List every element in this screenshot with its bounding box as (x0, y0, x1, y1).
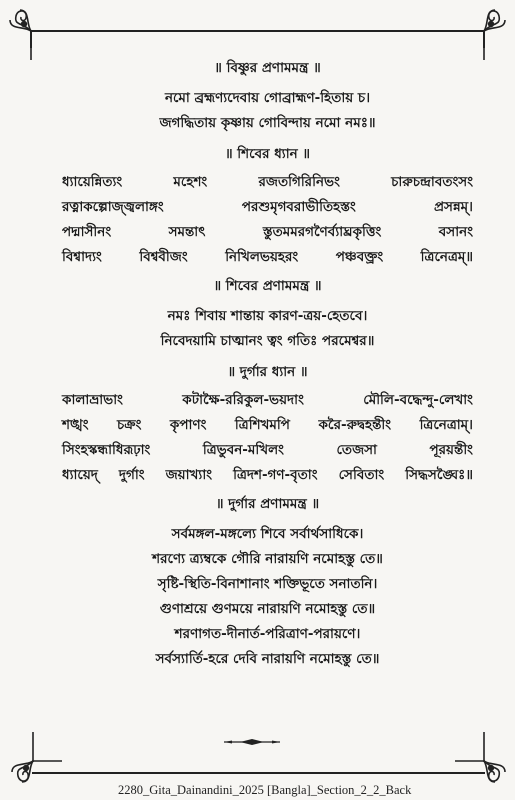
verse-line: সৃষ্টি-স্থিতি-বিনাশানাং শক্তিভূতে সনাতনি। (157, 576, 378, 592)
verse-line: শরণ্যে ত্র্যম্বকে গৌরি নারায়ণি নমোহস্তু তে॥ (152, 551, 383, 567)
corner-ornament-icon (453, 730, 511, 788)
corner-ornament-icon (6, 730, 64, 788)
section-heading: ॥ দুর্গার প্রণামমন্ত্র ॥ (215, 496, 320, 512)
verse-line: শঙ্খং চক্রং কৃপাণং ত্রিশিখমপি করৈ-রুদ্বহন্তীং ত্রিনেত্রাম্। (62, 417, 473, 433)
verse-line: সিংহস্কন্ধাধিরূঢ়াং ত্রিভুবন-মখিলং তেজসা পূরয়ন্তীং (62, 442, 473, 458)
shiva-pranam-section (70, 276, 465, 354)
vishnu-pranam-section (70, 58, 465, 136)
section-heading: ॥ বিষ্ণুর প্রণামমন্ত্র ॥ (214, 60, 321, 76)
section-heading: ॥ শিবের ধ্যান ॥ (224, 146, 311, 162)
verse-line: কালাভ্রাভাং কটাক্ষৈ-ররিকুল-ভয়দাং মৌলি-বদ্ধেন্দু-লেখাং (62, 392, 473, 408)
verse-line: সর্বস্যার্তি-হরে দেবি নারায়ণি নমোহস্তু তে॥ (155, 651, 380, 667)
corner-ornament-icon (453, 4, 511, 62)
mantra-content (62, 58, 473, 672)
verse-line: বিশ্বাদ্যং বিশ্ববীজং নিখিলভয়হরং পঞ্চবক্ত্রং ত্রিনেত্রম্॥ (62, 249, 473, 265)
verse-line: জগদ্ধিতায় কৃষ্ণায় গোবিন্দায় নমো নমঃ॥ (159, 115, 376, 131)
frame-bottom-border (32, 772, 485, 774)
verse-line: শরণাগত-দীনার্ত-পরিত্রাণ-পরায়ণে। (174, 626, 361, 642)
verse-line: নিবেদয়ামি চাত্মানং ত্বং গতিঃ পরমেশ্বর॥ (160, 333, 375, 349)
shiva-dhyan-section (62, 144, 473, 270)
frame-top-border (30, 30, 485, 32)
verse-line: রত্নাকল্পোজ্জ্বলাঙ্গং পরশুমৃগবরাভীতিহস্তং প্রসন্নম্। (62, 199, 473, 215)
verse-line: গুণাশ্রয়ে গুণময়ে নারায়ণি নমোহস্তু তে॥ (159, 601, 376, 617)
section-heading: ॥ দুর্গার ধ্যান ॥ (227, 364, 308, 380)
verse-line: সর্বমঙ্গল-মঙ্গল্যে শিবে সর্বার্থসাধিকে। (171, 526, 364, 542)
durga-dhyan-section (62, 362, 473, 488)
verse-line: ধ্যায়েন্নিত্যং মহেশং রজতগিরিনিভং চারুচন্দ্রাবতংসং (62, 174, 473, 190)
verse-line: নমঃ শিবায় শান্তায় কারণ-ত্রয়-হেতবে। (167, 308, 368, 324)
durga-pranam-section (70, 494, 465, 672)
verse-line: নমো ব্রহ্মণ্যদেবায় গোব্রাহ্মণ-হিতায় চ। (164, 90, 371, 106)
page-caption: 2280_Gita_Dainandini_2025 [Bangla]_Section_2_2_Back (118, 783, 412, 797)
verse-line: ধ্যায়েদ্ দুর্গাং জয়াখ্যাং ত্রিদশ-গণ-বৃতাং সেবিতাং সিদ্ধসঙ্ঘৈঃ॥ (62, 467, 473, 483)
section-heading: ॥ শিবের প্রণামমন্ত্র ॥ (213, 278, 322, 294)
corner-ornament-icon (4, 4, 62, 62)
verse-line: পদ্মাসীনং সমন্তাৎ স্তুতমমরগণৈর্ব্যাঘ্রকৃত্তিং বসানং (62, 224, 473, 240)
divider-ornament-icon (222, 737, 282, 747)
